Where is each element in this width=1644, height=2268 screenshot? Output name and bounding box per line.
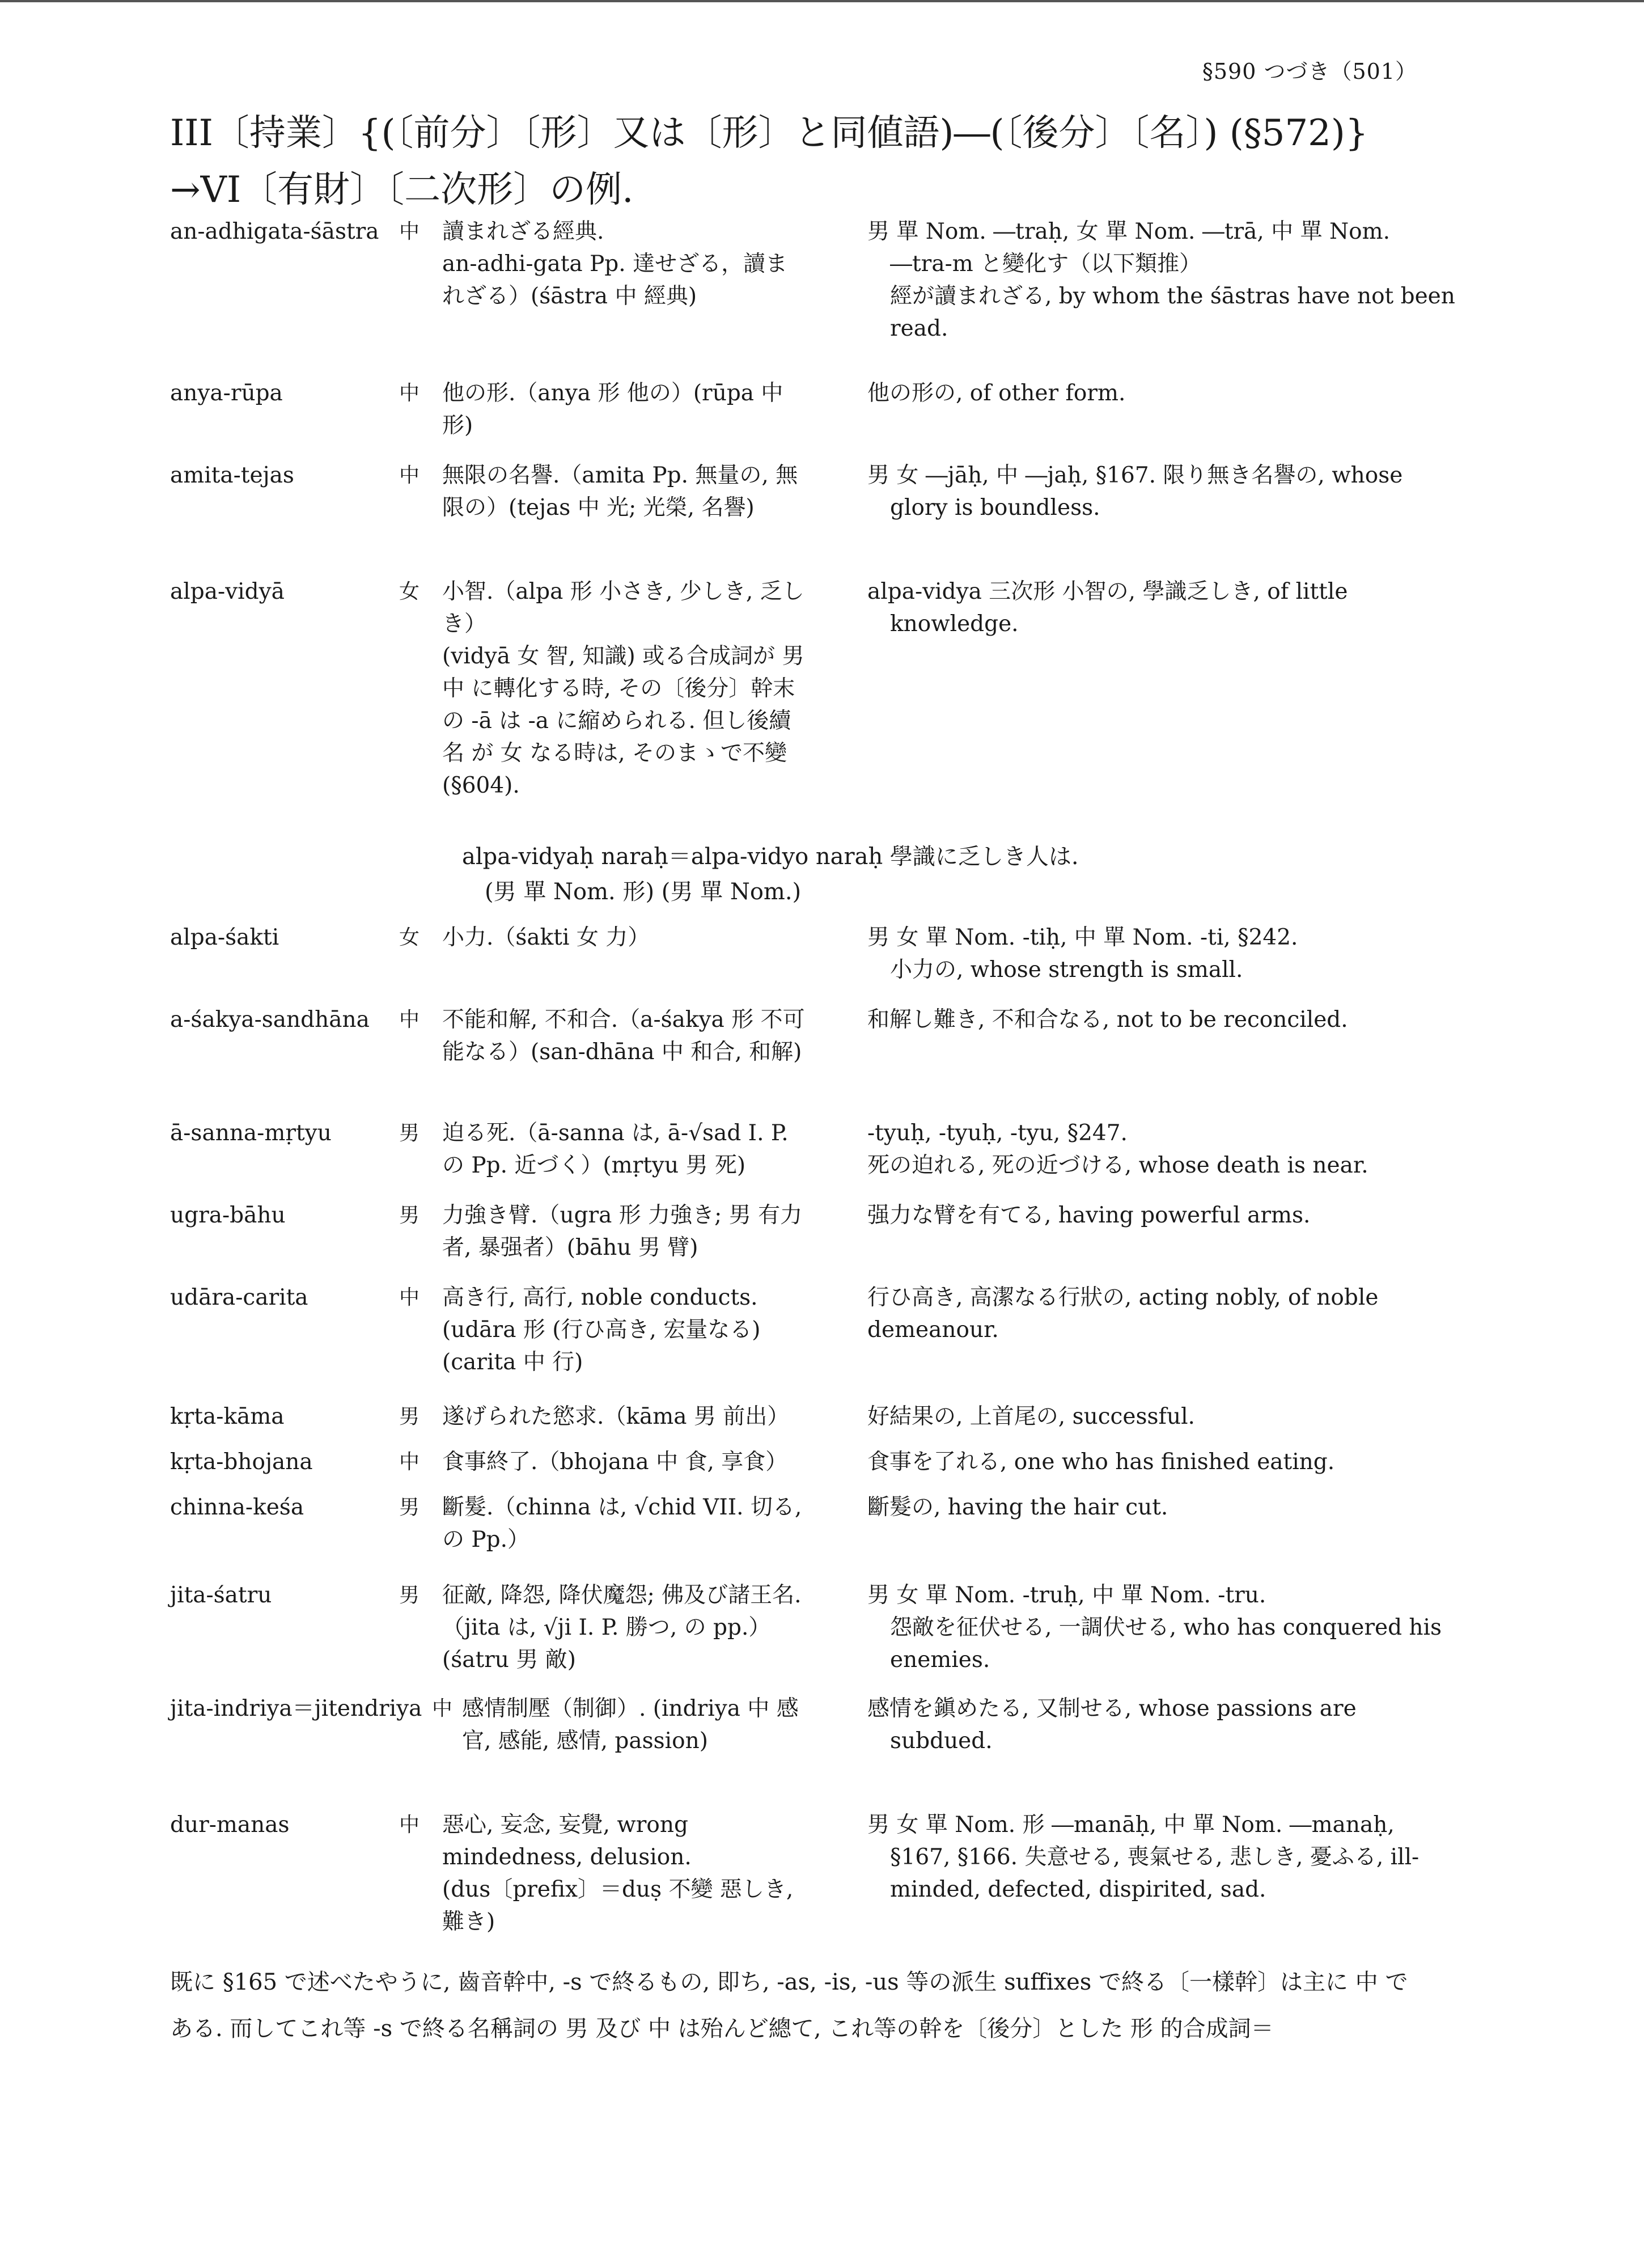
gender-marker: 男 xyxy=(399,1496,420,1519)
entry-explanation: 惡心, 妄念, 妄覺, wrong mindedness, delusion. (dus〔prefix〕＝duṣ 不變 惡しき, 難き) xyxy=(442,1812,794,1935)
entry-explanation: 高き行, 高行, noble conducts. (udāra 形 (行ひ高き, 宏量なる) (carita 中 行) xyxy=(442,1285,761,1375)
entry-explanation: 食事終了.（bhojana 中 食, 享食） xyxy=(442,1449,788,1475)
entry-explanation: 小力.（śakti 女 力） xyxy=(442,925,650,950)
gender-marker: 中 xyxy=(432,1697,453,1720)
gender-marker: 中 xyxy=(399,1286,420,1309)
entry-translation: 男 女 ―jāḥ, 中 ―jaḥ, §167. 限り無き名譽の, whose glory is boundless. xyxy=(867,463,1403,521)
gender-marker: 男 xyxy=(399,1405,420,1428)
entry-headword: a-śakya-sandhāna xyxy=(170,1007,370,1033)
entry-headword: alpa-śakti xyxy=(170,925,279,950)
gender-marker: 中 xyxy=(399,220,420,243)
entry-headword: dur-manas xyxy=(170,1812,290,1838)
entry-headword: ugra-bāhu xyxy=(170,1203,286,1228)
entry-explanation: 感情制壓（制御）. (indriya 中 感官, 感能, 感情, passion) xyxy=(462,1696,799,1754)
entry-translation: 食事を了れる, one who has finished eating. xyxy=(867,1449,1335,1475)
footer-paragraph: 既に §165 で述べたやうに, 齒音幹中, -s で終るもの, 即ち, -as, -is, -us 等の派生 suffixes で終る〔一樣幹〕は主に 中 である. 而してこれ等 -s で終る名稱詞の 男 及び 中 は殆んど總て, これ等の幹を〔後分〕とした 形 的合成詞＝ xyxy=(170,1969,1408,2042)
top-rule xyxy=(0,0,1644,2)
gender-marker: 中 xyxy=(399,382,420,405)
gender-marker: 女 xyxy=(399,580,420,603)
example-line-2: (男 單 Nom. 形) (男 單 Nom.) xyxy=(485,879,802,905)
entry-headword: ā-sanna-mṛtyu xyxy=(170,1120,332,1146)
gender-marker: 男 xyxy=(399,1122,420,1145)
entry-explanation: 他の形.（anya 形 他の）(rūpa 中 形) xyxy=(442,380,783,438)
entry-explanation: 讀まれざる經典. an-adhi-gata Pp. 達せざる，讀まれざる）(śāstra 中 經典) xyxy=(442,219,788,309)
entry-translation: 和解し難き, 不和合なる, not to be reconciled. xyxy=(867,1007,1348,1033)
gender-marker: 女 xyxy=(399,926,420,949)
entry-headword: kṛta-kāma xyxy=(170,1404,285,1429)
gender-marker: 男 xyxy=(399,1584,420,1607)
gender-marker: 中 xyxy=(399,1813,420,1837)
entry-headword: anya-rūpa xyxy=(170,380,283,406)
example-line-1: alpa-vidyaḥ naraḥ＝alpa-vidyo naraḥ 學識に乏しき人は. xyxy=(462,844,1079,870)
entry-headword: an-adhigata-śāstra xyxy=(170,219,379,244)
entry-explanation: 斷髮.（chinna は, √chid VII. 切る, の Pp.） xyxy=(442,1495,802,1552)
entry-headword: jita-śatru xyxy=(170,1582,272,1608)
entry-explanation: 無限の名譽.（amita Pp. 無量の, 無限の）(tejas 中 光; 光榮, 名譽) xyxy=(442,463,798,521)
example-sentence xyxy=(462,839,1079,909)
entry-translation: 行ひ高き, 高潔なる行狀の, acting nobly, of noble demeanour. xyxy=(867,1285,1379,1343)
entry-translation: 斷髮の, having the hair cut. xyxy=(867,1495,1168,1520)
entry-translation: 他の形の, of other form. xyxy=(867,380,1126,406)
entry-translation: 男 女 單 Nom. 形 ―manāḥ, 中 單 Nom. ―manaḥ, §167, §166. 失意せる, 喪氣せる, 悲しき, 憂ふる, ill-minded, defected, dispirited, sad. xyxy=(867,1812,1420,1902)
entry-headword: chinna-keśa xyxy=(170,1495,304,1520)
gender-marker: 男 xyxy=(399,1204,420,1227)
gender-marker: 中 xyxy=(399,1450,420,1474)
entry-explanation: 力強き臂.（ugra 形 力強き; 男 有力者, 暴强者）(bāhu 男 臂) xyxy=(442,1203,803,1260)
gender-marker: 中 xyxy=(399,1008,420,1031)
entry-translation: 强力な臂を有てる, having powerful arms. xyxy=(867,1203,1311,1228)
gender-marker: 中 xyxy=(399,464,420,487)
entry-translation: 男 女 單 Nom. -truḥ, 中 單 Nom. -tru. 怨敵を征伏せる, 一調伏せる, who has conquered his enemies. xyxy=(867,1582,1442,1673)
page-header: §590 つづき（501） xyxy=(1202,59,1417,84)
entry-explanation: 征敵, 降怨, 降伏魔怨; 佛及び諸王名.（jita は, √ji I. P. 勝つ, の pp.）(śatru 男 敵) xyxy=(442,1582,802,1673)
entry-translation: 好結果の, 上首尾の, successful. xyxy=(867,1404,1195,1429)
entry-translation: 男 女 單 Nom. -tiḥ, 中 單 Nom. -ti, §242. 小力の, whose strength is small. xyxy=(867,925,1298,983)
entry-headword: amita-tejas xyxy=(170,463,294,488)
entry-translation: -tyuḥ, -tyuḥ, -tyu, §247. 死の迫れる, 死の近づける, whose death is near. xyxy=(867,1120,1368,1178)
entry-headword: udāra-carita xyxy=(170,1285,308,1310)
entry-explanation: 遂げられた慾求.（kāma 男 前出） xyxy=(442,1404,790,1429)
entry-headword: jita-indriya＝jitendriya xyxy=(170,1696,422,1721)
entry-headword: alpa-vidyā xyxy=(170,579,285,604)
entry-translation: alpa-vidya 三次形 小智の, 學識乏しき, of little knowledge. xyxy=(867,579,1348,637)
entry-explanation: 迫る死.（ā-sanna は, ā-√sad I. P. の Pp. 近づく）(mṛtyu 男 死) xyxy=(442,1120,789,1178)
entry-translation: 感情を鎭めたる, 又制せる, whose passions are subdued. xyxy=(867,1696,1357,1754)
entry-explanation: 不能和解, 不和合.（a-śakya 形 不可能なる）(san-dhāna 中 和合, 和解) xyxy=(442,1007,805,1065)
entry-explanation: 小智.（alpa 形 小さき, 少しき, 乏しき） (vidyā 女 智, 知識) 或る合成詞が 男中 に轉化する時, その〔後分〕幹末の -ā は -a に縮められる. 但し後續 名 が 女 なる時は, そのまゝで不變 (§604). xyxy=(442,579,804,798)
entry-translation: 男 單 Nom. ―traḥ, 女 單 Nom. ―trā, 中 單 Nom. ―tra-m と變化す（以下類推） 經が讀まれざる, by whom the śāstras have not been read. xyxy=(867,219,1455,341)
entry-headword: kṛta-bhojana xyxy=(170,1449,313,1475)
section-title: III〔持業〕{(〔前分〕〔形〕又は〔形〕と同値語)―(〔後分〕〔名〕) (§572)}→VI〔有財〕〔二次形〕の例. xyxy=(170,112,1368,211)
